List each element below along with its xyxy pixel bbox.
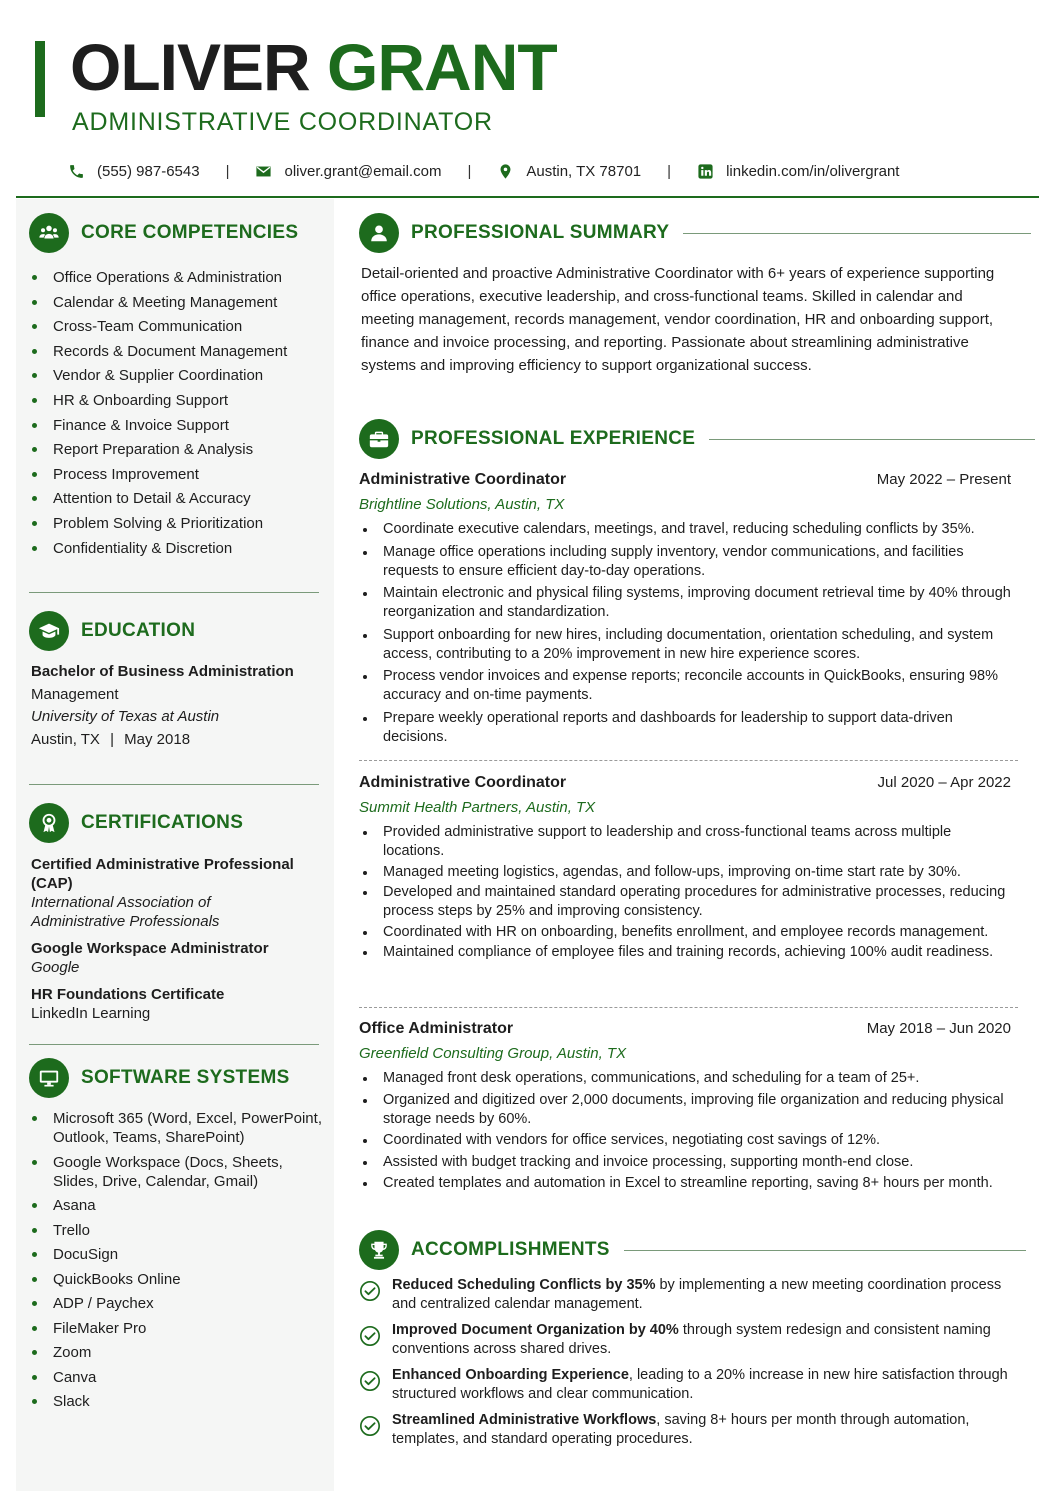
software-icon-badge (29, 1058, 69, 1098)
list-item: Canva (29, 1368, 324, 1387)
contact-bar (68, 158, 899, 184)
resume-header (0, 0, 1055, 199)
accomplishment-item (359, 1321, 1009, 1359)
list-item: Assisted with budget tracking and invoice processing, supporting month-end close. (359, 1153, 1011, 1172)
job-header (359, 468, 1011, 492)
award-ribbon-icon (38, 812, 60, 834)
email-icon (255, 163, 272, 180)
education-block (31, 661, 326, 751)
competencies-heading (29, 213, 298, 253)
list-item: Microsoft 365 (Word, Excel, PowerPoint, Outlook, Teams, SharePoint) (29, 1109, 324, 1147)
graduation-cap-icon (38, 620, 60, 642)
software-heading (29, 1058, 290, 1098)
certification-item (31, 985, 331, 1023)
list-item: Records & Document Management (29, 342, 324, 367)
job-entry (359, 1017, 1011, 1196)
accomplishment-text (392, 1366, 1009, 1404)
accomplishment-detail: by implementing a new meeting coordination process and centralized calendar management. (392, 1277, 1002, 1312)
list-item: Vendor & Supplier Coordination (29, 366, 324, 391)
list-item: Process Improvement (29, 465, 324, 490)
job-bullets (359, 823, 1011, 962)
accomplishment-item (359, 1366, 1009, 1404)
accomplishment-text (392, 1321, 1009, 1359)
sidebar (16, 199, 334, 1491)
certifications-icon-badge (29, 803, 69, 843)
check-circle-icon (359, 1325, 381, 1347)
education-separator: | (110, 730, 114, 748)
monitor-icon (38, 1067, 60, 1089)
accomplishment-detail: , leading to a 20% increase in new hire satisfaction through structured workflows and clear communication. (392, 1367, 1008, 1402)
experience-title-rule (709, 439, 1035, 440)
certification-name: Certified Administrative Professional (CAP) (31, 856, 294, 892)
contact-separator: | (225, 162, 230, 180)
job-company: Brightline Solutions, Austin, TX (359, 496, 565, 513)
email-text[interactable]: oliver.grant@email.com (284, 162, 442, 180)
contact-separator: | (667, 162, 672, 180)
job-divider (359, 760, 1018, 761)
certification-item (31, 855, 331, 931)
accomplishment-text (392, 1276, 1009, 1314)
education-title: EDUCATION (81, 620, 196, 641)
check-circle-icon (359, 1370, 381, 1392)
list-item: ADP / Paychex (29, 1294, 324, 1313)
header-accent-bar (35, 41, 45, 117)
accomplishment-detail: through system redesign and consistent naming conventions across shared drives. (392, 1322, 991, 1357)
experience-icon-badge (359, 419, 399, 459)
job-dates: Jul 2020 – Apr 2022 (877, 774, 1011, 791)
experience-title: PROFESSIONAL EXPERIENCE (411, 428, 696, 449)
list-item: Attention to Detail & Accuracy (29, 489, 324, 514)
certification-issuer: LinkedIn Learning (31, 1005, 151, 1022)
summary-title-rule (683, 233, 1031, 234)
list-item: Managed front desk operations, communications, and scheduling for a team of 25+. (359, 1069, 1011, 1088)
check-circle-icon (359, 1415, 381, 1437)
contact-email[interactable] (255, 163, 441, 180)
accomplishment-highlight: Improved Document Organization by 40% (392, 1322, 679, 1338)
job-company: Greenfield Consulting Group, Austin, TX (359, 1045, 627, 1062)
list-item: Organized and digitized over 2,000 documents, improving file organization and reducing physical storage needs by 60%. (359, 1091, 1011, 1129)
competencies-icon-badge (29, 213, 69, 253)
briefcase-icon (368, 428, 390, 450)
accomplishment-highlight: Streamlined Administrative Workflows (392, 1412, 657, 1428)
linkedin-icon (697, 163, 714, 180)
accomplishment-detail: , saving 8+ hours per month through automation, templates, and standard operating procedures. (392, 1412, 970, 1447)
graduation-date: May 2018 (124, 730, 191, 748)
team-icon (38, 222, 60, 244)
accomplishment-highlight: Enhanced Onboarding Experience (392, 1367, 629, 1383)
list-item: Cross-Team Communication (29, 317, 324, 342)
software-list (29, 1109, 324, 1417)
accomplishments-title-rule (624, 1250, 1026, 1251)
job-bullets (359, 520, 1011, 747)
job-title: Office Administrator (359, 1020, 514, 1037)
first-name: OLIVER (70, 30, 310, 104)
phone-text: (555) 987-6543 (97, 162, 200, 180)
education-heading (29, 611, 195, 651)
accomplishment-item (359, 1411, 1009, 1449)
list-item: HR & Onboarding Support (29, 391, 324, 416)
field-of-study: Management (31, 685, 119, 703)
list-item: Confidentiality & Discretion (29, 539, 324, 564)
sidebar-divider (29, 592, 319, 593)
trophy-icon (368, 1239, 390, 1261)
header-divider (16, 196, 1039, 198)
education-location-date (31, 729, 326, 752)
certification-item (31, 939, 331, 977)
accomplishments-icon-badge (359, 1230, 399, 1270)
list-item: FileMaker Pro (29, 1319, 324, 1338)
software-title: SOFTWARE SYSTEMS (81, 1067, 290, 1088)
accomplishment-highlight: Reduced Scheduling Conflicts by 35% (392, 1277, 656, 1293)
summary-title: PROFESSIONAL SUMMARY (411, 222, 670, 243)
list-item: Maintained compliance of employee files and training records, achieving 100% audit readiness. (359, 943, 1011, 962)
certifications-block (31, 855, 331, 1031)
accomplishment-text (392, 1411, 1009, 1449)
list-item: Google Workspace (Docs, Sheets, Slides, Drive, Calendar, Gmail) (29, 1153, 324, 1191)
list-item: Maintain electronic and physical filing systems, improving document retrieval time by 40% through reorganization and standardization. (359, 584, 1011, 622)
list-item: Asana (29, 1196, 324, 1215)
sidebar-divider (29, 784, 319, 785)
linkedin-text[interactable]: linkedin.com/in/olivergrant (726, 162, 900, 180)
list-item: Manage office operations including supply inventory, vendor communications, and facilities requests to ensure efficient day-to-day operations. (359, 543, 1011, 581)
education-location: Austin, TX (31, 730, 100, 748)
list-item: DocuSign (29, 1245, 324, 1264)
degree: Bachelor of Business Administration (31, 663, 294, 680)
job-title: Administrative Coordinator (359, 774, 567, 791)
last-name: GRANT (327, 30, 557, 104)
check-circle-icon (359, 1280, 381, 1302)
location-icon (497, 163, 514, 180)
list-item: Slack (29, 1392, 324, 1411)
job-title: Administrative Coordinator (359, 471, 567, 488)
list-item: QuickBooks Online (29, 1270, 324, 1289)
contact-phone (68, 163, 200, 180)
job-entry (359, 771, 1011, 964)
list-item: Trello (29, 1221, 324, 1240)
competencies-list (29, 268, 324, 563)
job-bullets (359, 1069, 1011, 1193)
list-item: Report Preparation & Analysis (29, 440, 324, 465)
experience-heading (359, 419, 1035, 459)
contact-separator: | (467, 162, 472, 180)
certification-issuer: International Association of (31, 894, 211, 911)
list-item: Coordinate executive calendars, meetings, and travel, reducing scheduling conflicts by 35%. (359, 520, 1011, 539)
job-header (359, 1017, 1011, 1041)
accomplishments-title: ACCOMPLISHMENTS (411, 1239, 610, 1260)
contact-linkedin[interactable] (697, 163, 899, 180)
accomplishment-item (359, 1276, 1009, 1314)
list-item: Calendar & Meeting Management (29, 293, 324, 318)
list-item: Prepare weekly operational reports and dashboards for leadership to support data-driven decisions. (359, 709, 1011, 747)
school-name: University of Texas at Austin (31, 708, 220, 725)
competencies-title: CORE COMPETENCIES (81, 222, 299, 243)
summary-heading (359, 213, 1031, 253)
list-item: Coordinated with HR on onboarding, benefits enrollment, and employee records management. (359, 923, 1011, 942)
summary-icon-badge (359, 213, 399, 253)
list-item: Problem Solving & Prioritization (29, 514, 324, 539)
job-role: ADMINISTRATIVE COORDINATOR (72, 108, 493, 136)
list-item: Created templates and automation in Excel to streamline reporting, saving 8+ hours per month. (359, 1174, 1011, 1193)
job-header (359, 771, 1011, 795)
list-item: Developed and maintained standard operating procedures for administrative processes, reducing process steps by 25% and improving consistency. (359, 883, 1011, 921)
summary-text: Detail-oriented and proactive Administrative Coordinator with 6+ years of experience supporting office operations, executive leadership, and cross-functional teams. Skilled in calendar and meeting management, records management, vendor coordination, HR and onboarding support, finance and invoice processing, and reporting. Passionate about streamlining administrative systems and improving efficiency to support organizational success. (361, 265, 995, 374)
certification-issuer: Google (31, 959, 80, 976)
candidate-name (70, 30, 557, 104)
location-text: Austin, TX 78701 (526, 162, 642, 180)
list-item: Office Operations & Administration (29, 268, 324, 293)
education-icon-badge (29, 611, 69, 651)
job-dates: May 2022 – Present (876, 471, 1011, 488)
job-company: Summit Health Partners, Austin, TX (359, 799, 596, 816)
list-item: Process vendor invoices and expense reports; reconcile accounts in QuickBooks, ensuring 98% accuracy and on-time payments. (359, 667, 1011, 705)
certification-issuer: Administrative Professionals (31, 913, 220, 930)
person-icon (368, 222, 390, 244)
list-item: Provided administrative support to leadership and cross-functional teams across multiple locations. (359, 823, 1011, 861)
sidebar-divider (29, 1044, 319, 1045)
list-item: Support onboarding for new hires, including documentation, orientation scheduling, and system access, contributing to a 20% improvement in new hire experience scores. (359, 626, 1011, 664)
list-item: Zoom (29, 1343, 324, 1362)
accomplishments-heading (359, 1230, 1026, 1270)
certifications-title: CERTIFICATIONS (81, 812, 244, 833)
contact-location (497, 163, 641, 180)
certifications-heading (29, 803, 243, 843)
job-divider (359, 1007, 1018, 1008)
phone-icon (68, 163, 85, 180)
list-item: Finance & Invoice Support (29, 416, 324, 441)
job-entry (359, 468, 1011, 750)
list-item: Managed meeting logistics, agendas, and follow-ups, improving on-time start rate by 30%. (359, 863, 1011, 882)
certification-name: Google Workspace Administrator (31, 940, 269, 957)
certification-name: HR Foundations Certificate (31, 986, 225, 1003)
job-dates: May 2018 – Jun 2020 (866, 1020, 1011, 1037)
list-item: Coordinated with vendors for office services, negotiating cost savings of 12%. (359, 1131, 1011, 1150)
